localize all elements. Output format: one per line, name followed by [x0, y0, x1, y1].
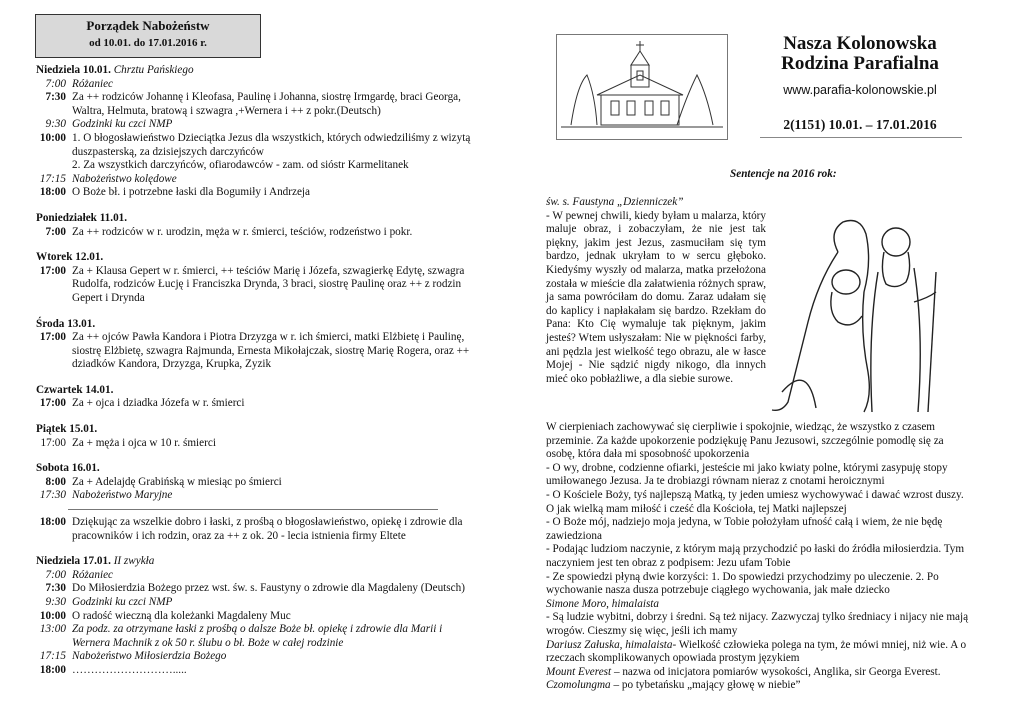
day-heading [36, 251, 482, 265]
schedule-list [36, 64, 482, 678]
sentence-text: - O Kościele Boży, tyś najlepszą Matką, ty jeden umiesz wychowywać i dawać wzrost duszy. O jak wielką mam miłość i cześć dla Kościoła, tej Matki najlepszej [546, 488, 964, 515]
sentence-paragraph [546, 598, 974, 612]
mass-time: 17:00 [39, 397, 66, 410]
sentences-heading: Sentencje na 2016 rok: [730, 168, 837, 180]
mass-time: 18:00 [39, 516, 66, 529]
mass-time: 17:00 [39, 331, 66, 344]
separator-line [68, 509, 438, 510]
sentence-text: – po tybetańsku „mający głowę w niebie” [610, 679, 801, 692]
sentence-paragraph [546, 462, 974, 489]
mass-time: 17:15 [39, 650, 66, 663]
sentence-paragraph [546, 421, 974, 462]
mass-intention: O Boże bł. i potrzebne łaski dla Bogumiły i Andrzeja [72, 186, 310, 199]
mass-intention: Godzinki ku czci NMP [72, 118, 173, 131]
sentence-paragraph [546, 543, 974, 570]
mass-entry [36, 226, 482, 240]
title-line-2: Rodzina Parafialna [781, 53, 939, 74]
sentences-list [546, 421, 974, 693]
mass-time: 17:15 [39, 172, 66, 185]
mass-intention: Za + ojca i dziadka Józefa w r. śmierci [72, 397, 245, 410]
day-heading [36, 423, 482, 437]
mass-intention: Za ++ rodziców Johannę i Kleofasa, Paulinę i Johanna, siostrę Irmgardę, braci Georga, Waltra, Helmuta, bratową i szwagra ,+Wernera i ++ z pokr.(Deutsch) [72, 91, 461, 117]
quote-source: św. s. Faustyna „Dzienniczek” [546, 196, 684, 208]
mass-intention: Różaniec [72, 77, 114, 90]
mass-entry [36, 610, 482, 624]
sentence-text: Wielkość człowieka polega na tym, że mówi mniej, niż wie. A o rzeczach skomplikowanych opowiada prostym językiem [546, 638, 967, 665]
mass-entry [36, 582, 482, 596]
day-heading [36, 555, 482, 569]
mass-time: 17:00 [40, 436, 66, 449]
sentence-text: - O Boże mój, nadziejo moja jedyna, w Tobie położyłam ufność całą i wiem, że nie będę zawiedziona [546, 516, 943, 542]
sentence-paragraph [546, 639, 974, 666]
mass-intention: Nabożeństwo Miłosierdzia Bożego [72, 650, 227, 663]
mass-entry [36, 569, 482, 583]
church-icon [557, 35, 727, 139]
sentence-author: Dariusz Załuska, himalaista- [546, 638, 677, 651]
mass-time: 18:00 [39, 186, 66, 199]
church-illustration [556, 34, 728, 140]
day-name: Niedziela 10.01. [36, 64, 111, 76]
mass-entry [36, 173, 482, 187]
schedule-header-box [35, 14, 261, 58]
mass-entry [36, 489, 482, 503]
mass-time: 7:30 [45, 582, 66, 595]
mass-time: 17:00 [39, 264, 66, 277]
mass-intention: ………………………..... [72, 663, 187, 676]
day-name: Środa 13.01. [36, 317, 96, 330]
sentence-paragraph [546, 516, 974, 543]
mass-time: 9:30 [45, 596, 66, 608]
faustyna-quote [546, 196, 766, 386]
mass-entry [36, 78, 482, 92]
mass-time: 7:00 [45, 77, 66, 90]
sentence-text: – nazwa od inicjatora pomiarów wysokości, Anglika, sir Georga Everest. [611, 665, 941, 678]
day-heading [36, 64, 482, 78]
mass-intention: Nabożeństwo Maryjne [72, 489, 173, 502]
mass-intention: 1. O błogosławieństwo Dzieciątka Jezus dla wszystkich, których odwiedziliśmy z wizytą duszpasterską, za dzisiejszych darczyńców [72, 131, 471, 158]
mass-time: 17:30 [39, 489, 66, 502]
mass-intention: Dziękując za wszelkie dobro i łaski, z prośbą o błogosławieństwo, opiekę i zdrowie dla pracowników i ich rodzin, oraz za ++ z ok. 20 - lecia istnienia firmy Eltete [72, 516, 463, 542]
day-name: Wtorek 12.01. [36, 251, 104, 264]
mass-entry [36, 118, 482, 132]
newsletter-title [740, 34, 980, 74]
day-subtitle: II zwykła [113, 555, 155, 568]
sentence-text: - Ze spowiedzi płyną dwie korzyści: 1. Do spowiedzi przychodzimy po uleczenie. 2. Po wychowanie nasza dusza potrzebuje ciągłego wychowania, jak małe dziecko [546, 570, 939, 597]
sentence-paragraph [546, 571, 974, 598]
mass-intention: Różaniec [72, 568, 114, 581]
sentence-paragraph [546, 666, 974, 693]
sentence-author: Mount Everest [546, 665, 612, 678]
sentence-text: - O wy, drobne, codzienne ofiarki, jesteście mi jako kwiaty polne, którymi zasypuję stopy umiłowanego Jezusa. Ja te drobiazgi równam nieraz z cnotami heroicznymi [546, 461, 948, 488]
sentence-author: Simone Moro, himalaista [546, 597, 660, 610]
sentence-text: - Są ludzie wybitni, dobrzy i średni. Są też nijacy. Zazwyczaj tylko średniacy i nijacy nie mają wrogów. Cieszmy się więc, jeśli ich mamy [546, 611, 969, 637]
mass-intention: 2. Za wszystkich darczyńców, ofiarodawców - zam. od sióstr Karmelitanek [72, 159, 409, 172]
mass-time: 7:00 [45, 225, 66, 238]
day-name: Poniedziałek 11.01. [36, 211, 128, 224]
mass-time: 7:00 [45, 568, 66, 581]
mass-entry [36, 132, 482, 159]
sentence-paragraph [546, 489, 974, 516]
mass-entry [36, 476, 482, 490]
mass-time [36, 159, 72, 173]
mass-entry [36, 516, 482, 543]
sentence-paragraph [546, 611, 974, 638]
day-name: Piątek 15.01. [36, 423, 98, 436]
divider [760, 137, 962, 138]
mass-entry [36, 265, 482, 306]
holy-family-illustration [768, 212, 978, 418]
mass-time: 13:00 [39, 623, 66, 636]
day-name: Czwartek 14.01. [36, 383, 114, 396]
mass-intention: Za ++ ojców Pawła Kandora i Piotra Drzyzga w r. ich śmierci, matki Elżbietę i Paulinę, siostrę Elżbietę, szwagra Rajmunda, Ernesta Mikołajczak, siostrę Marię Rogera, oraz ++ dziadków Kandora, Drzyzga, Krupka, Zyzik [72, 331, 470, 371]
schedule-title: Porządek Nabożeństw [86, 18, 210, 33]
mass-time: 10:00 [39, 609, 66, 622]
mass-intention: Za + męża i ojca w 10 r. śmierci [72, 436, 216, 449]
mass-intention: Godzinki ku czci NMP [72, 596, 173, 608]
sentence-text: - Podając ludziom naczynie, z którym mają przychodzić po łaski do źródła miłosierdzia. Tym naczyniem jest ten obraz z podpisem: Jezu ufam Tobie [546, 543, 965, 569]
mass-time: 9:30 [45, 118, 66, 131]
holy-family-icon [768, 212, 978, 418]
mass-entry [36, 437, 482, 451]
day-heading [36, 384, 482, 398]
mass-entry [36, 596, 482, 610]
mass-intention: O radość wieczną dla koleżanki Magdaleny Muc [72, 609, 291, 622]
mass-entry [36, 664, 482, 678]
schedule-dates: od 10.01. do 17.01.2016 r. [89, 37, 207, 49]
mass-entry [36, 331, 482, 372]
mass-time: 7:30 [45, 91, 66, 104]
day-heading [36, 462, 482, 476]
issue-number: 2(1151) 10.01. – 17.01.2016 [783, 117, 937, 132]
day-name: Niedziela 17.01. [36, 555, 111, 568]
mass-time: 10:00 [39, 131, 66, 144]
parish-url: www.parafia-kolonowskie.pl [783, 83, 937, 97]
mass-intention: Za + Klausa Gepert w r. śmierci, ++ teściów Marię i Józefa, szwagierkę Edytę, szwagra Rudolfa, rodziców Łucję i Franciszka Drynda, 3 braci, siostrę Paulinę oraz ++ z rodzin Gepert i Drynda [72, 264, 465, 304]
mass-entry [36, 650, 482, 664]
mass-time: 8:00 [45, 475, 66, 488]
mass-time: 18:00 [39, 663, 66, 676]
mass-intention: Za ++ rodziców w r. urodzin, męża w r. śmierci, teściów, rodzeństwo i pokr. [72, 225, 413, 238]
mass-intention: Nabożeństwo kolędowe [72, 172, 177, 185]
mass-entry [36, 623, 482, 650]
day-name: Sobota 16.01. [36, 462, 100, 475]
mass-entry [36, 159, 482, 173]
day-subtitle: Chrztu Pańskiego [113, 64, 194, 76]
day-heading [36, 212, 482, 226]
sentence-text: W cierpieniach zachowywać się cierpliwie i spokojnie, wiedząc, że wszystko z czasem przeminie. Za każde upokorzenie podziękuję Panu Jezusowi, szczególnie pomodlę się za osobę, która dała mi sposobność upokorzenia [546, 421, 944, 461]
day-heading [36, 318, 482, 332]
mass-entry [36, 186, 482, 200]
mass-intention: Do Miłosierdzia Bożego przez wst. św. s. Faustyny o zdrowie dla Magdaleny (Deutsch) [72, 582, 465, 595]
mass-entry [36, 397, 482, 411]
mass-entry [36, 91, 482, 118]
title-line-1: Nasza Kolonowska [783, 33, 937, 54]
mass-intention: Za + Adelajdę Grabińską w miesiąc po śmierci [72, 475, 282, 488]
quote-text: - W pewnej chwili, kiedy byłam u malarza, który maluje obraz, i zobaczyłam, że nie jest tak piękny, jakim jest Jezus, zasmuciłam się tym bardzo, jednak ukryłam to w sercu głęboko. Kiedyśmy wyszły od malarza, matka przełożona została w mieście dla załatwienia różnych spraw, ja sama powróciłam do domu. Zaraz udałam się do kaplicy i napłakałam się bardzo. Rzekłam do Pana: Kto Cię wymaluje tak pięknym, jakim jesteś? Wtem usłyszałam: Nie w piękności farby, ani pędzla jest wielkość tego obrazu, ale w łasce Mojej - Nie sądzić nigdy nikogo, dla innych mieć oko pobłażliwe, a dla siebie surowe. [546, 209, 766, 385]
sentence-author: Czomolungma [546, 679, 611, 692]
mass-intention: Za podz. za otrzymane łaski z prośbą o dalsze Boże bł. opiekę i zdrowie dla Marii i Wernera Machnik z ok 50 r. ślubu o bł. Boże w całej rodzinie [72, 623, 443, 649]
